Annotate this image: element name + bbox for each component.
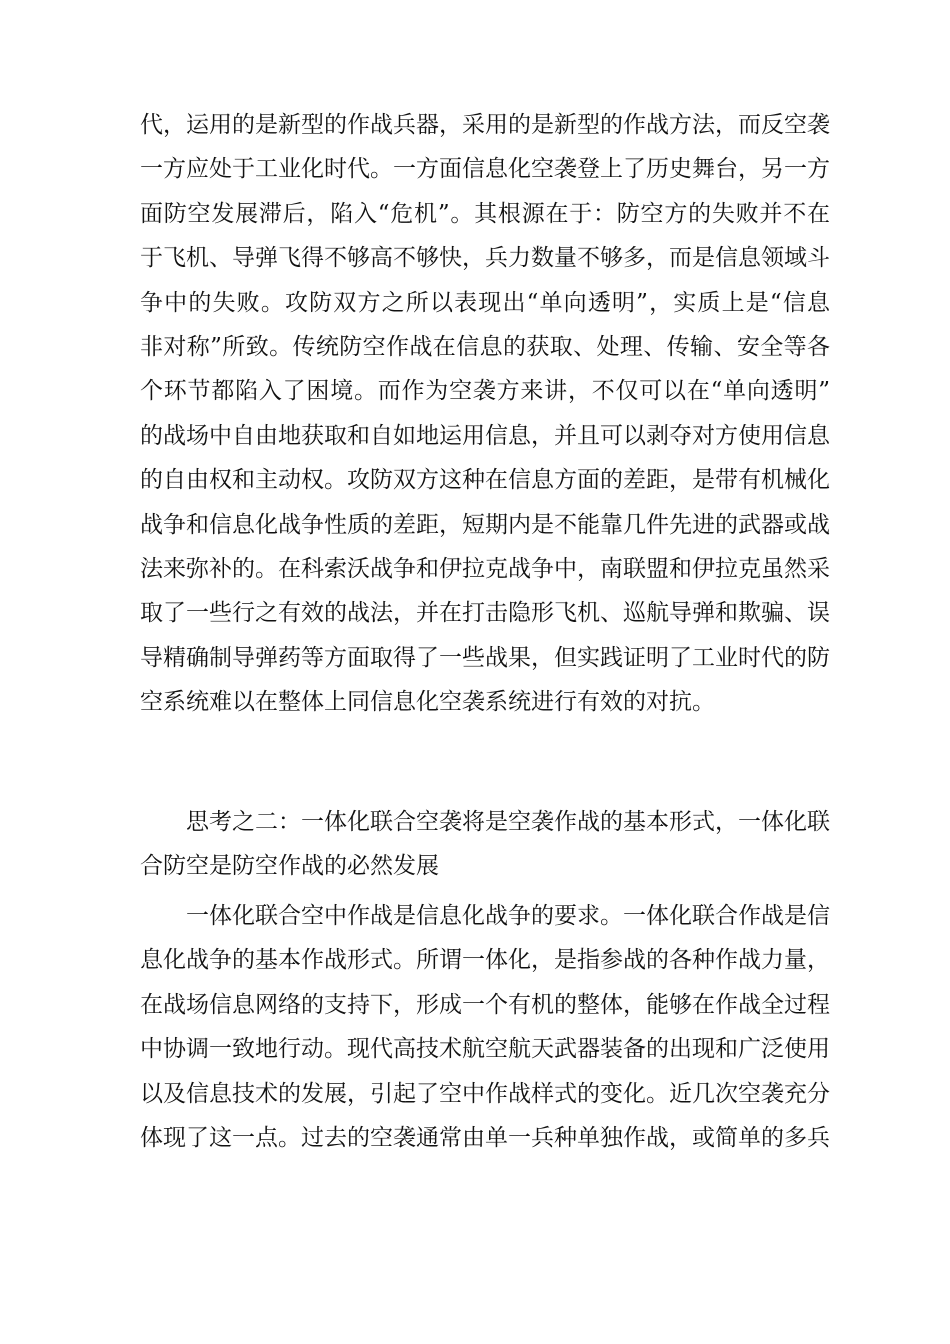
paragraph-information-asymmetry xyxy=(140,103,830,724)
paragraph-line: 个环节都陷入了困境。而作为空袭方来讲，不仅可以在“单向透明” xyxy=(140,378,830,405)
paragraph-line: 在战场信息网络的支持下，形成一个有机的整体，能够在作战全过程 xyxy=(140,991,830,1018)
paragraph-line: 导精确制导弹药等方面取得了一些战果，但实践证明了工业时代的防 xyxy=(140,644,830,671)
paragraph-line: 体现了这一点。过去的空袭通常由单一兵种单独作战，或简单的多兵 xyxy=(140,1124,830,1151)
heading-line: 合防空是防空作战的必然发展 xyxy=(140,853,439,880)
paragraph-line: 代，运用的是新型的作战兵器，采用的是新型的作战方法，而反空袭 xyxy=(140,112,830,138)
paragraph-line: 争中的失败。攻防双方之所以表现出“单向透明”，实质上是“信息 xyxy=(140,289,830,316)
paragraph-line: 一体化联合空中作战是信息化战争的要求。一体化联合作战是信 xyxy=(186,903,830,929)
section-heading-thought-two xyxy=(140,800,830,889)
paragraph-line: 的自由权和主动权。攻防双方这种在信息方面的差距，是带有机械化 xyxy=(140,467,830,494)
paragraph-line: 非对称”所致。传统防空作战在信息的获取、处理、传输、安全等各 xyxy=(140,333,830,360)
heading-line: 思考之二：一体化联合空袭将是空袭作战的基本形式，一体化联 xyxy=(186,809,830,835)
paragraph-line: 面防空发展滞后，陷入“危机”。其根源在于：防空方的失败并不在 xyxy=(140,200,830,227)
paragraph-line: 中协调一致地行动。现代高技术航空航天武器装备的出现和广泛使用 xyxy=(140,1036,830,1063)
paragraph-line: 法来弥补的。在科索沃战争和伊拉克战争中，南联盟和伊拉克虽然采 xyxy=(140,555,830,582)
paragraph-line: 一方应处于工业化时代。一方面信息化空袭登上了历史舞台，另一方 xyxy=(140,156,830,183)
paragraph-line: 的战场中自由地获取和自如地运用信息，并且可以剥夺对方使用信息 xyxy=(140,422,830,449)
paragraph-line: 取了一些行之有效的战法，并在打击隐形飞机、巡航导弹和欺骗、误 xyxy=(140,600,830,627)
paragraph-integrated-joint-operations xyxy=(140,894,830,1160)
paragraph-line: 于飞机、导弹飞得不够高不够快，兵力数量不够多，而是信息领域斗 xyxy=(140,245,830,272)
paragraph-line: 空系统难以在整体上同信息化空袭系统进行有效的对抗。 xyxy=(140,689,715,716)
paragraph-line: 以及信息技术的发展，引起了空中作战样式的变化。近几次空袭充分 xyxy=(140,1080,830,1107)
paragraph-line: 战争和信息化战争性质的差距，短期内是不能靠几件先进的武器或战 xyxy=(140,511,830,538)
paragraph-line: 息化战争的基本作战形式。所谓一体化，是指参战的各种作战力量， xyxy=(140,947,830,974)
